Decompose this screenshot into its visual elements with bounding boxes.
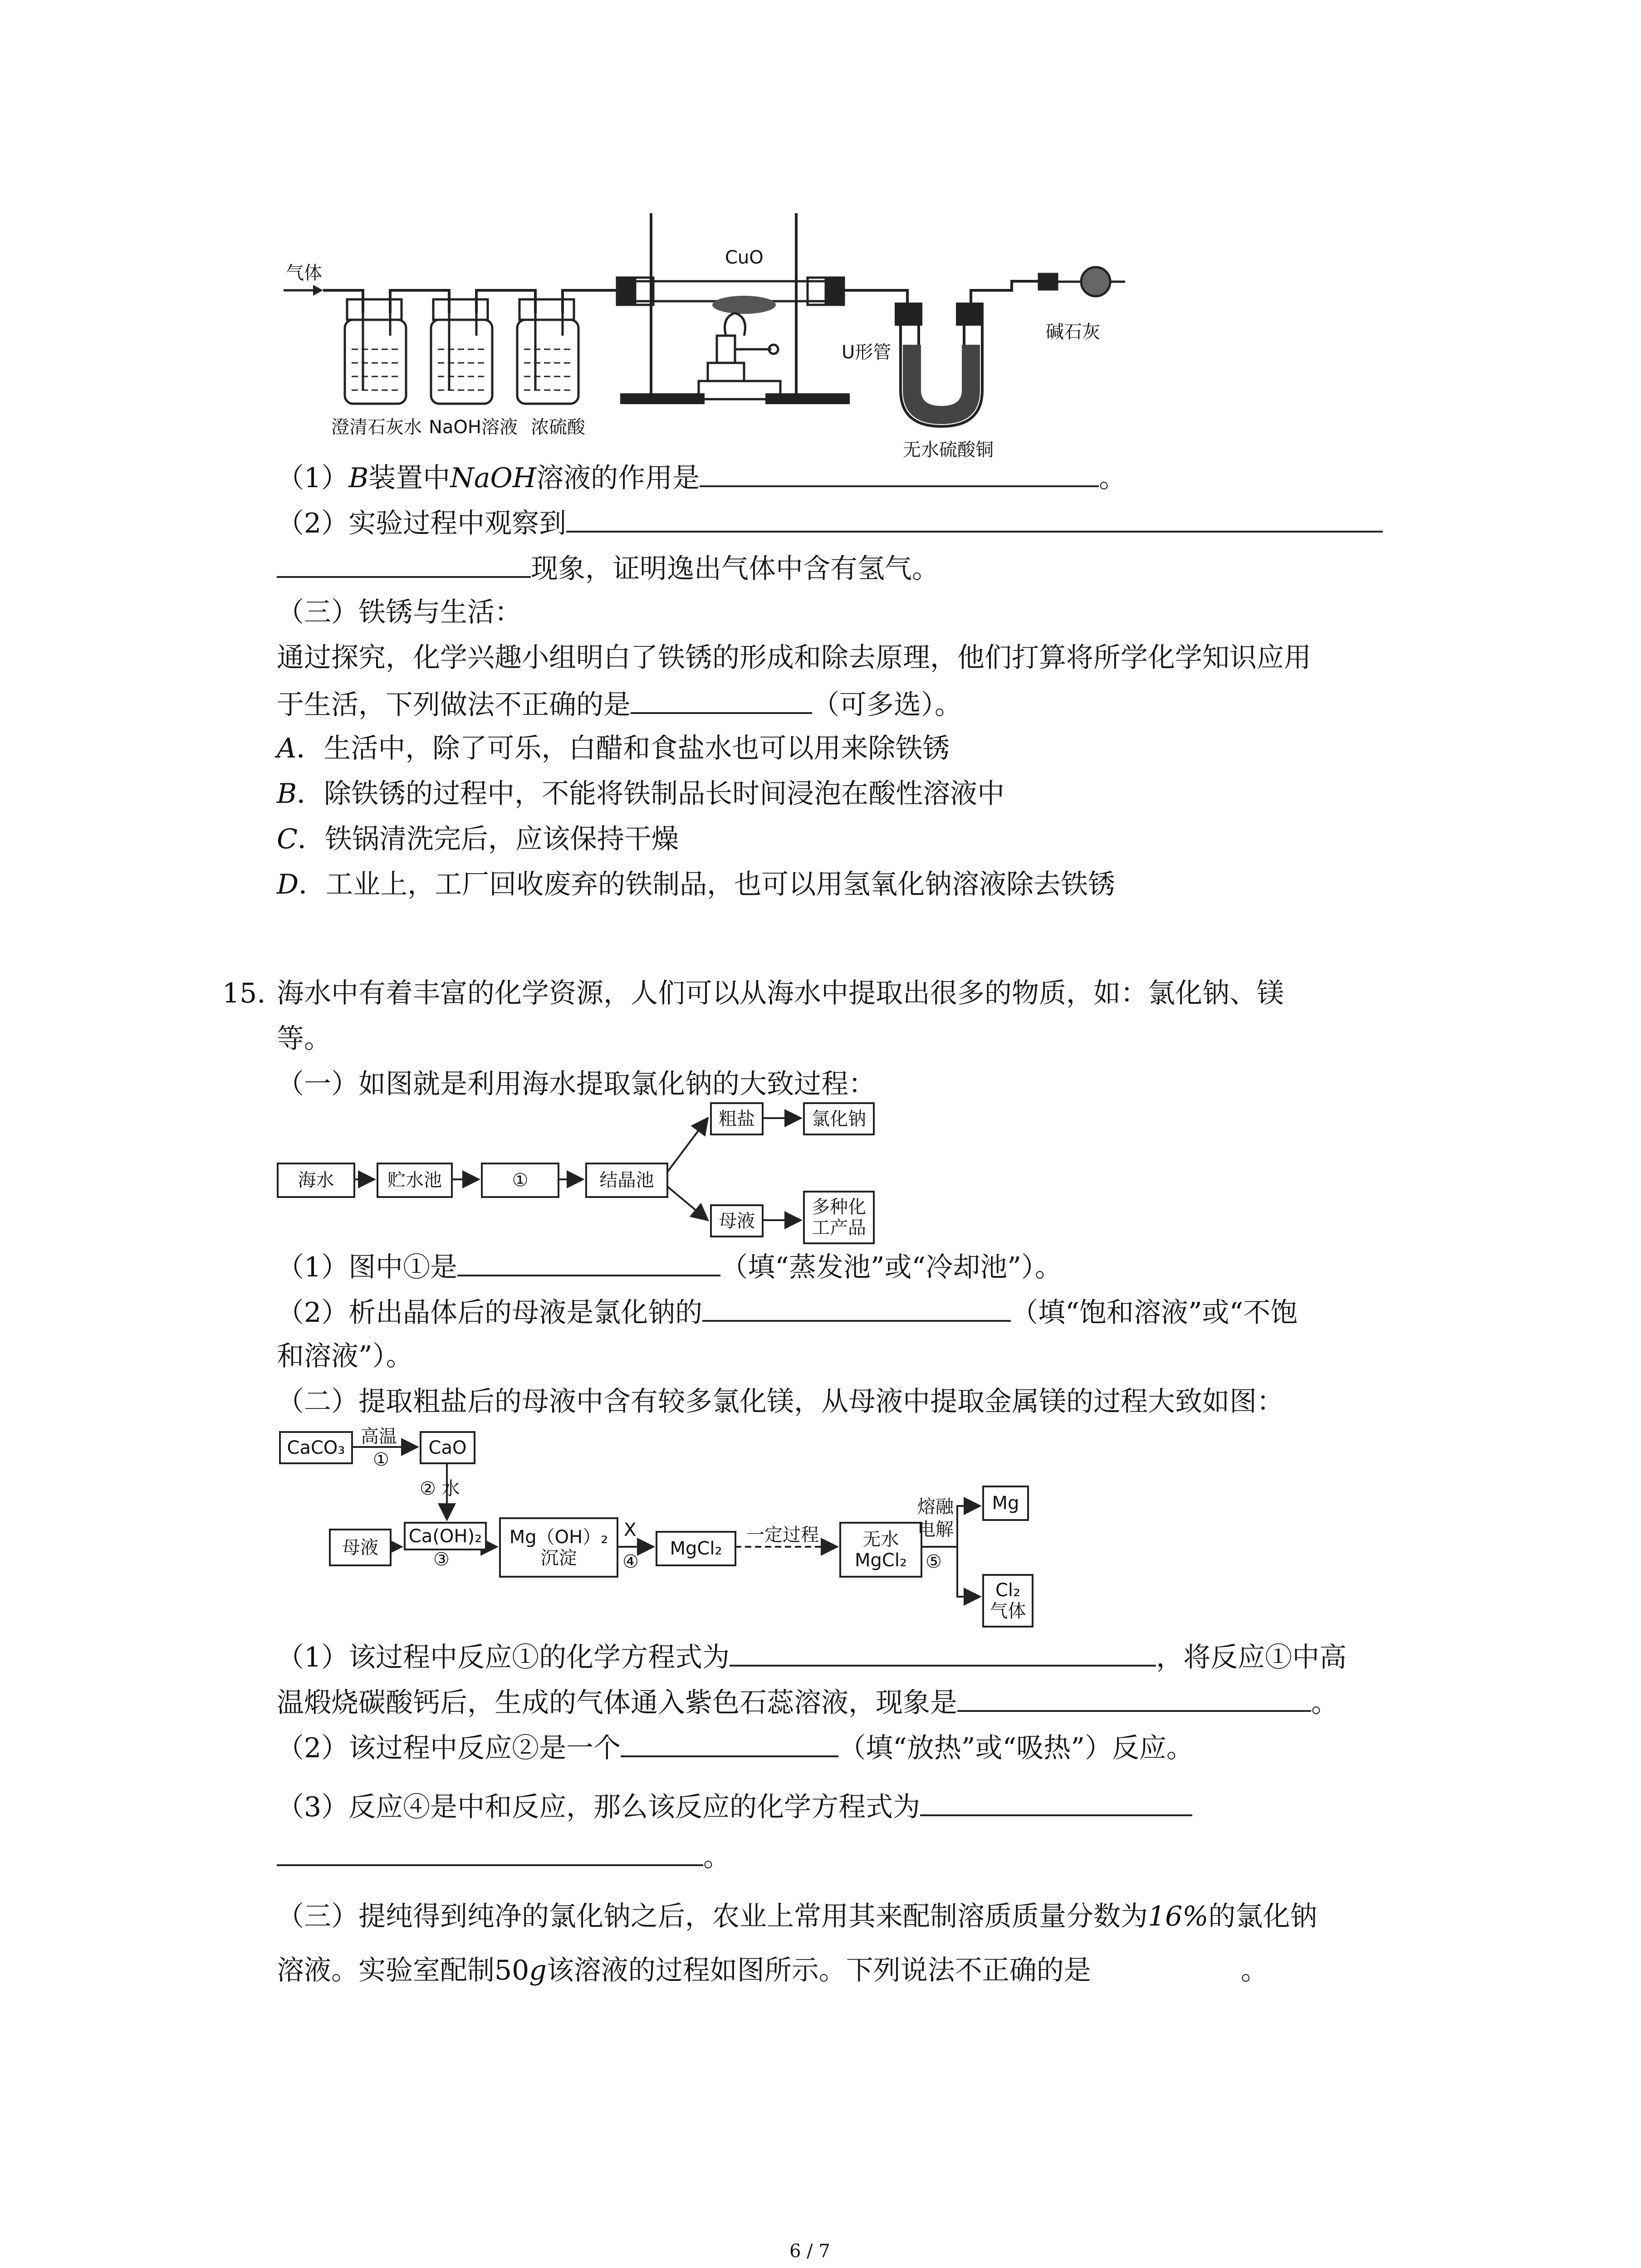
part2-q2: [277, 503, 1383, 542]
q1-mid: 装置中: [368, 462, 451, 494]
flow2-mgoh2-line2: 沉淀: [540, 1547, 577, 1569]
flow2-high-temp: 高温: [361, 1426, 397, 1447]
s2-q2: [277, 1728, 1194, 1766]
s1q2-b: （填“饱和溶液”或“不饱: [1011, 1297, 1298, 1329]
sub3-line1: [277, 1898, 1317, 1935]
answer-blank-s1q2[interactable]: [702, 1293, 1011, 1322]
s1q2-a: （2）析出晶体后的母液是氯化钠的: [277, 1297, 703, 1329]
wash-bottle-2: [431, 299, 492, 404]
flow1-step1: ①: [481, 1163, 559, 1198]
sub3-50: 50: [495, 1955, 529, 1986]
sub3-line2-a: 溶液。实验室配制: [277, 1955, 495, 1986]
q1-text: 溶液的作用是: [536, 462, 700, 494]
gas-label: 气体: [286, 263, 322, 284]
flow2-mgcl2: MgCl₂: [656, 1531, 736, 1566]
flow2-circ3: ③: [433, 1549, 450, 1570]
flow2-melt-line1: 熔融: [917, 1496, 954, 1517]
answer-blank-s1q1[interactable]: [457, 1247, 720, 1276]
alcohol-burner: [699, 313, 780, 399]
sub3-line1-a: （三）提纯得到纯净的氯化钠之后，农业上常用其来配制溶质质量分数为: [277, 1901, 1148, 1932]
flow2-water-step: ② 水: [420, 1478, 460, 1499]
flow2-circ5: ⑤: [926, 1551, 942, 1572]
flow1-products-line2: 工产品: [812, 1217, 866, 1238]
answer-blank-s2q1b[interactable]: [957, 1683, 1311, 1712]
flow2-anhydrous-line1: 无水: [862, 1529, 899, 1550]
flow2-cl2-line1: Cl₂: [995, 1580, 1021, 1601]
q1-naoh: NaOH: [450, 462, 537, 494]
u-tube-label: U形管: [842, 342, 892, 363]
flow2-caoh2: Ca(OH)₂: [404, 1522, 487, 1550]
option-d-text: ．工业上，工厂回收废弃的铁制品，也可以用氢氧化钠溶液除去铁锈: [299, 869, 1116, 900]
answer-blank-s2q3b[interactable]: [277, 1837, 703, 1866]
answer-blank-q1[interactable]: [700, 458, 1099, 487]
flow2-mgoh2-line1: Mg（OH）₂: [509, 1526, 608, 1548]
bottle-label-h2so4: 浓硫酸: [531, 417, 585, 438]
answer-blank-s2q3a[interactable]: [920, 1787, 1192, 1816]
option-b: [277, 776, 1004, 812]
flow2-mgoh2: [499, 1517, 618, 1578]
s2q2-b: （填“放热”或“吸热”）反应。: [838, 1732, 1194, 1764]
u-tube: [896, 304, 982, 426]
flow1-crystal: 结晶池: [585, 1163, 668, 1198]
flow1-products: [803, 1191, 875, 1244]
sub3-pct: 16%: [1148, 1901, 1209, 1932]
option-c-text: ．铁锅清洗完后，应该保持干燥: [297, 823, 679, 855]
apparatus-drawing: [0, 0, 1641, 499]
wash-bottle-1: [345, 299, 406, 404]
answer-blank-q2b[interactable]: [277, 549, 531, 578]
sub3-line2: [277, 1950, 1268, 1989]
page-number: 6 / 7: [789, 2241, 830, 2262]
soda-lime-label: 碱石灰: [1046, 322, 1100, 342]
flow2-cl2-line2: 气体: [989, 1601, 1026, 1622]
part3-heading: （三）铁锈与生活：: [277, 596, 522, 628]
q15-sub2-heading: （二）提取粗盐后的母液中含有较多氯化镁，从母液中提取金属镁的过程大致如图：: [277, 1386, 1284, 1418]
s2q1-a: （1）该过程中反应①的化学方程式为: [277, 1642, 730, 1673]
flow1-mother: 母液: [710, 1204, 764, 1237]
s2q1-c: 温煅烧碳酸钙后，生成的气体通入紫色石蕊溶液，现象是: [277, 1687, 957, 1719]
q15-sub1-heading: （一）如图就是利用海水提取氯化钠的大致过程：: [277, 1068, 876, 1100]
q2-line2-text: 现象，证明逸出气体中含有氢气。: [531, 553, 939, 585]
drying-tube: [1039, 267, 1125, 296]
flow2-process: 一定过程: [746, 1525, 819, 1545]
s2-q3: [277, 1787, 1192, 1825]
cuo-label: CuO: [725, 247, 764, 268]
s2q1-d: 。: [1311, 1687, 1338, 1719]
s1q1-b: （填“蒸发池”或“冷却池”）。: [720, 1251, 1062, 1283]
flow2-mother: 母液: [329, 1529, 392, 1566]
sub3-line2-b: 该溶液的过程如图所示。下列说法不正确的是: [546, 1955, 1091, 1986]
flow2-anhydrous-line2: MgCl₂: [855, 1549, 907, 1571]
answer-blank-sub3[interactable]: [1091, 1950, 1241, 1980]
q1-b: B: [348, 462, 369, 494]
flow2-circ1: ①: [373, 1449, 389, 1470]
answer-blank-part3[interactable]: [631, 685, 812, 714]
answer-blank-s2q2[interactable]: [621, 1728, 838, 1757]
flow2-x: X: [624, 1520, 637, 1540]
flow2-cao: CaO: [420, 1431, 475, 1464]
wash-bottle-3: [517, 299, 578, 404]
q15-number: 15.: [222, 978, 266, 1009]
flow1-crude-salt: 粗盐: [710, 1102, 764, 1135]
s1-q2: [277, 1293, 1298, 1331]
s2-q1: [277, 1637, 1347, 1676]
option-d-letter: D: [277, 869, 299, 900]
flow2-cl2: [982, 1574, 1034, 1628]
answer-blank-s2q1a[interactable]: [730, 1637, 1156, 1667]
option-a: [277, 730, 950, 767]
q15-line1: 海水中有着丰富的化学资源，人们可以从海水中提取出很多的物质，如：氯化钠、镁: [277, 978, 1284, 1009]
part2-q2-line2: [277, 549, 939, 587]
flow1-seawater: 海水: [277, 1163, 355, 1198]
flow2-melt-line2: 电解: [917, 1519, 954, 1540]
s2q1-b: ，将反应①中高: [1156, 1642, 1347, 1673]
sub3-g: g: [529, 1955, 547, 1986]
s1q1-a: （1）图中①是: [277, 1251, 458, 1283]
s2-q3-line2: [277, 1837, 730, 1875]
s2q3-end: 。: [703, 1841, 730, 1873]
flow1-products-line1: 多种化: [812, 1197, 866, 1217]
q1-end: 。: [1099, 462, 1127, 494]
flow2-arrows: [0, 1424, 1641, 1651]
flow1-nacl: 氯化钠: [803, 1102, 875, 1135]
sub3-end: 。: [1240, 1955, 1268, 1986]
sub3-line1-b: 的氯化钠: [1208, 1901, 1318, 1932]
flow2-caco3: CaCO₃: [279, 1431, 353, 1464]
part3-para-line2: [277, 685, 962, 723]
flow1-storage: 贮水池: [377, 1163, 453, 1198]
s2-q1-line2: [277, 1683, 1338, 1721]
q2-text: （2）实验过程中观察到: [277, 508, 567, 539]
s2q2-a: （2）该过程中反应②是一个: [277, 1732, 621, 1764]
flow2-circ4: ④: [622, 1551, 639, 1572]
bottle-label-limewater: 澄清石灰水: [331, 417, 422, 438]
bottle-label-naoh: NaOH溶液: [429, 417, 518, 438]
q1-number: （1）: [277, 462, 349, 494]
option-b-letter: B: [277, 778, 297, 810]
s1-q2-line2: 和溶液”）。: [277, 1340, 413, 1372]
flow2-anhydrous: [839, 1522, 922, 1578]
option-a-text: ．生活中，除了可乐，白醋和食盐水也可以用来除铁锈: [296, 733, 950, 764]
part3-para-line1: 通过探究，化学兴趣小组明白了铁锈的形成和除去原理，他们打算将所学化学知识应用: [277, 642, 1311, 674]
s2q3-a: （3）反应④是中和反应，那么该反应的化学方程式为: [277, 1791, 921, 1823]
part2-q1: [277, 458, 1126, 496]
para-line2-a: 于生活，下列做法不正确的是: [277, 689, 631, 721]
q15-line2: 等。: [277, 1023, 331, 1055]
anhydrous-cuso4-label: 无水硫酸铜: [903, 440, 994, 460]
option-d: [277, 866, 1115, 903]
option-a-letter: A: [277, 733, 297, 764]
option-b-text: ．除铁锈的过程中，不能将铁制品长时间浸泡在酸性溶液中: [297, 778, 1005, 810]
para-line2-b: （可多选）。: [812, 689, 962, 721]
s1-q1: [277, 1247, 1062, 1286]
answer-blank-q2a[interactable]: [566, 503, 1383, 533]
option-c: [277, 821, 679, 857]
flow2-mg: Mg: [982, 1486, 1029, 1521]
option-c-letter: C: [277, 823, 298, 855]
